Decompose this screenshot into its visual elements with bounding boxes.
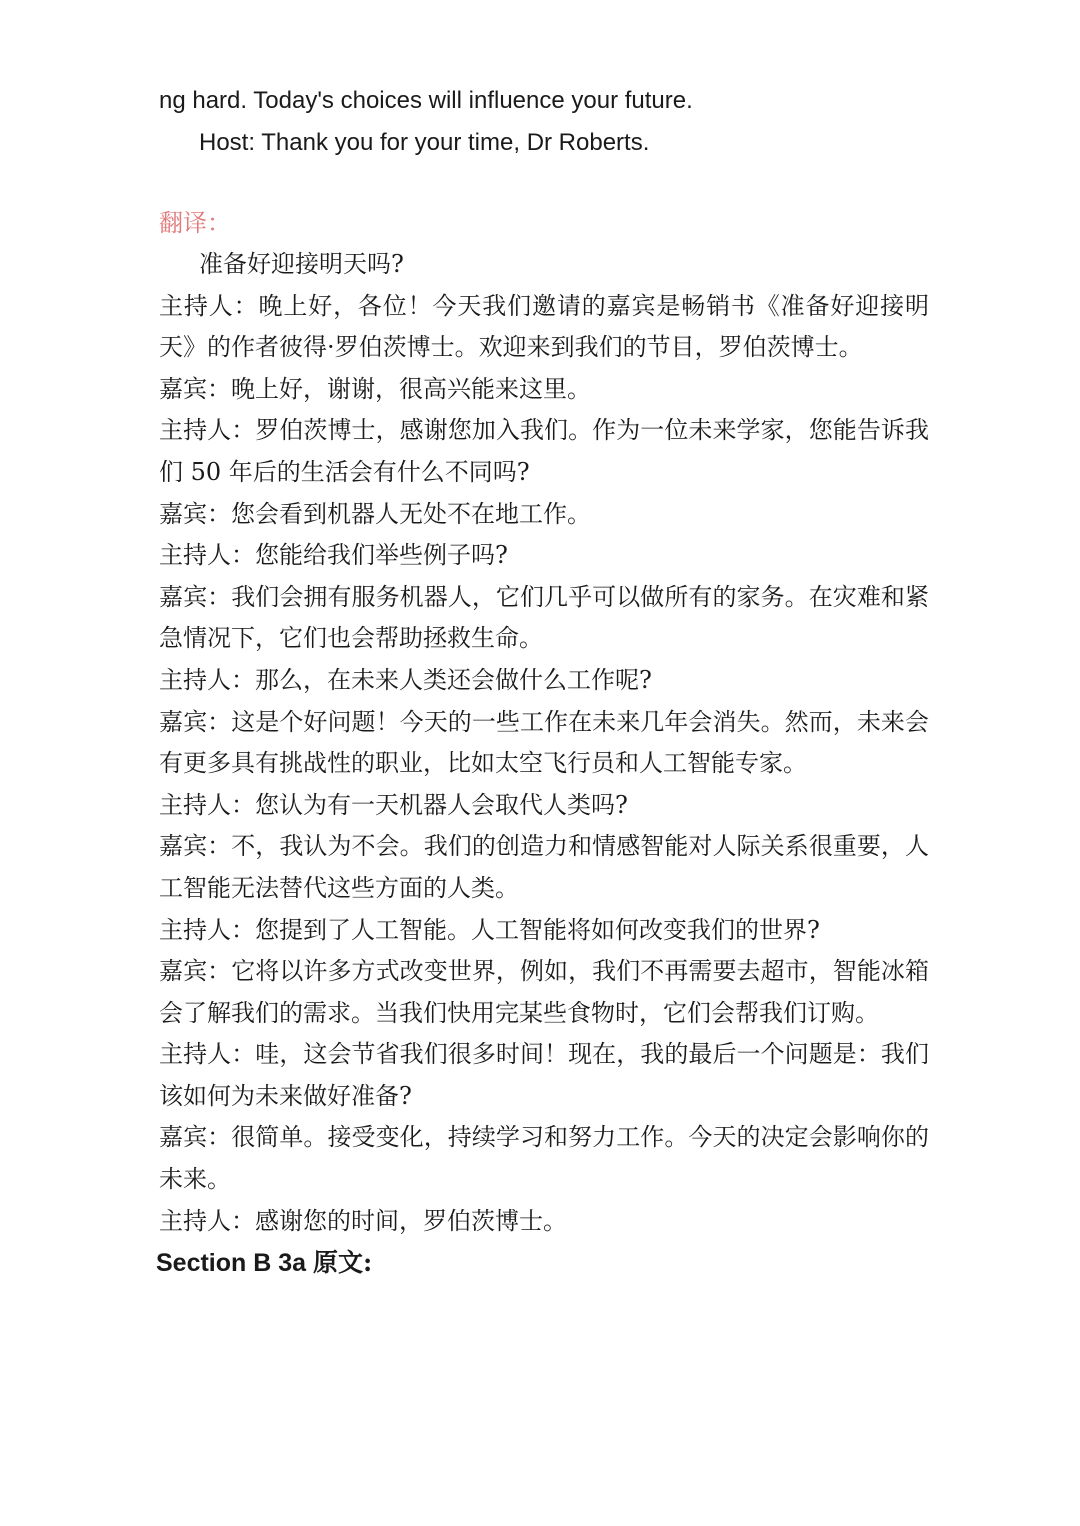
dialogue-paragraph: 嘉宾：我们会拥有服务机器人，它们几乎可以做所有的家务。在灾难和紧急情况下，它们也会帮助拯救生命。 bbox=[159, 582, 929, 653]
dialogue-paragraph: 主持人：感谢您的时间，罗伯茨博士。 bbox=[159, 1206, 567, 1235]
dialogue-paragraph: 嘉宾：很简单。接受变化，持续学习和努力工作。今天的决定会影响你的未来。 bbox=[159, 1123, 929, 1194]
dialogue-paragraph: 主持人：罗伯茨博士，感谢您加入我们。作为一位未来学家，您能告诉我们 50 年后的生活会有什么不同吗? bbox=[159, 416, 929, 486]
translation-title: 准备好迎接明天吗? bbox=[199, 250, 404, 278]
document-page bbox=[156, 80, 929, 1284]
dialogue-paragraph: 主持人：那么，在未来人类还会做什么工作呢? bbox=[159, 665, 652, 694]
english-line-tail: ng hard. Today's choices will influence your future. bbox=[159, 87, 693, 114]
dialogue-paragraph: 嘉宾：它将以许多方式改变世界，例如，我们不再需要去超市，智能冰箱会了解我们的需求。当我们快用完某些食物时，它们会帮我们订购。 bbox=[159, 957, 929, 1027]
dialogue-paragraph: 嘉宾：不，我认为不会。我们的创造力和情感智能对人际关系很重要，人工智能无法替代这些方面的人类。 bbox=[159, 832, 929, 902]
section-heading bbox=[156, 1242, 929, 1284]
dialogue-paragraph: 主持人：您提到了人工智能。人工智能将如何改变我们的世界? bbox=[159, 915, 820, 944]
dialogue-paragraph: 嘉宾：晚上好，谢谢，很高兴能来这里。 bbox=[159, 374, 591, 403]
dialogue-paragraph: 主持人：您认为有一天机器人会取代人类吗? bbox=[159, 790, 628, 819]
dialogue-paragraph: 主持人：哇，这会节省我们很多时间！现在，我的最后一个问题是：我们该如何为未来做好准备? bbox=[159, 1040, 929, 1110]
dialogue-paragraph: 嘉宾：您会看到机器人无处不在地工作。 bbox=[159, 499, 591, 528]
translation-label: 翻译： bbox=[159, 209, 231, 237]
english-host-thanks: Host: Thank you for your time, Dr Roberts. bbox=[199, 129, 650, 156]
dialogue-paragraph: 主持人：您能给我们举些例子吗? bbox=[159, 541, 508, 570]
dialogue-paragraph: 主持人：晚上好，各位！今天我们邀请的嘉宾是畅销书《准备好迎接明天》的作者彼得·罗伯茨博士。欢迎来到我们的节目，罗伯茨博士。 bbox=[159, 291, 929, 362]
section-heading-en: Section B 3a bbox=[156, 1249, 313, 1278]
dialogue-paragraph: 嘉宾：这是个好问题！今天的一些工作在未来几年会消失。然而，未来会有更多具有挑战性的职业，比如太空飞行员和人工智能专家。 bbox=[159, 707, 929, 778]
section-heading-zh: 原文: bbox=[313, 1248, 373, 1278]
translation-body bbox=[159, 286, 929, 1243]
